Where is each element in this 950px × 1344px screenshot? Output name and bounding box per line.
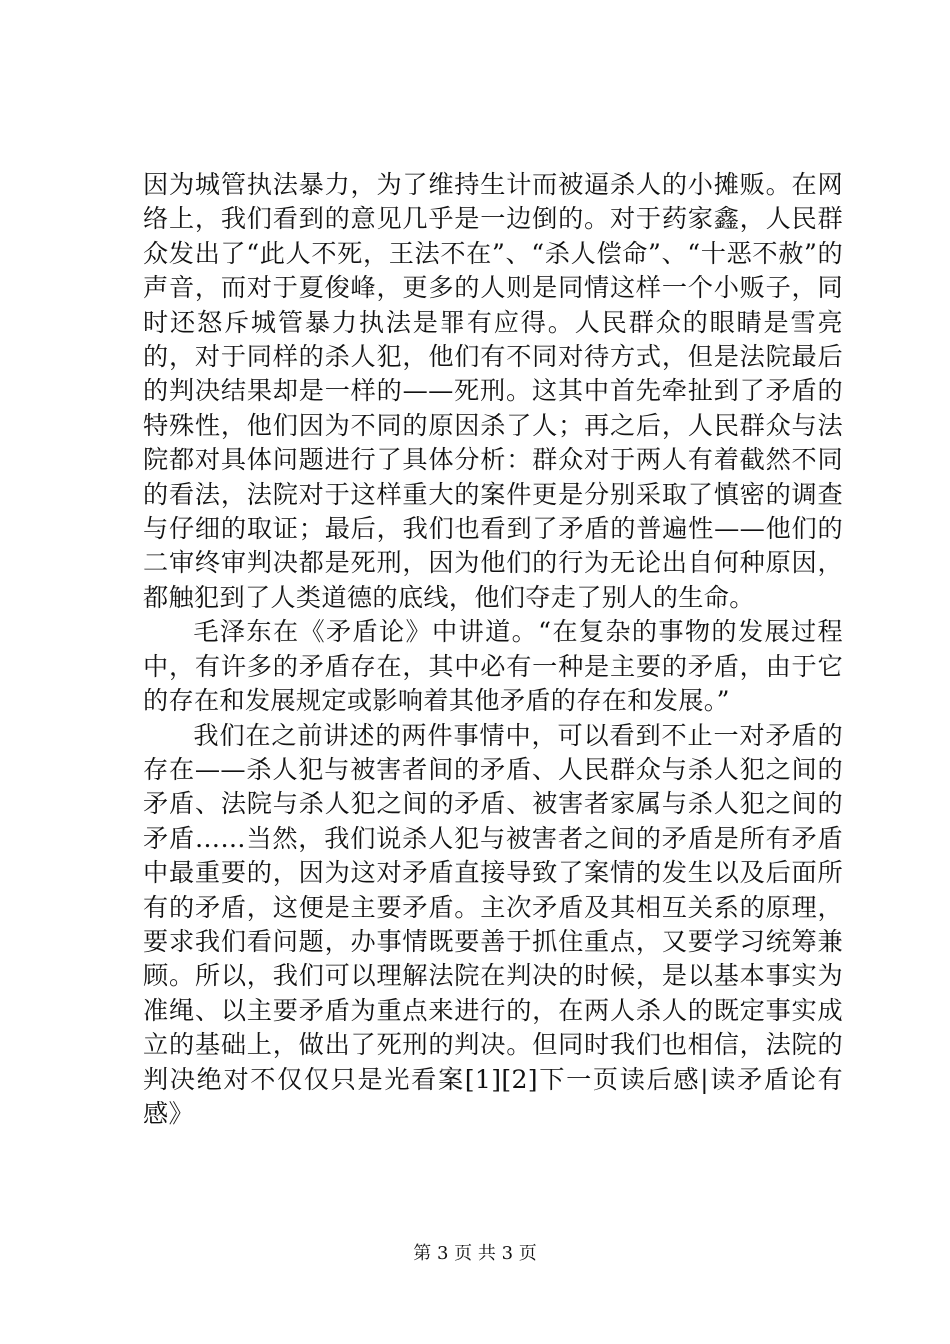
paragraph-3: 我们在之前讲述的两件事情中，可以看到不止一对矛盾的存在——杀人犯与被害者间的矛盾、人民群众与杀人犯之间的矛盾、法院与杀人犯之间的矛盾、被害者家属与杀人犯之间的矛盾……当然，我们说杀人犯与被害者之间的矛盾是所有矛盾中最重要的，因为这对矛盾直接导致了案情的发生以及后面所有的矛盾，这便是主要矛盾。主次矛盾及其相互关系的原理，要求我们看问题，办事情既要善于抓住重点，又要学习统筹兼顾。所以，我们可以理解法院在判决的时候，是以基本事实为准绳、以主要矛盾为重点来进行的，在两人杀人的既定事实成立的基础上，做出了死刑的判决。但同时我们也相信，法院的判决绝对不仅仅只是光看案[1][2]下一页读后感|读矛盾论有感》 [143,720,843,1128]
paragraph-2: 毛泽东在《矛盾论》中讲道。“在复杂的事物的发展过程中，有许多的矛盾存在，其中必有一种是主要的矛盾，由于它的存在和发展规定或影响着其他矛盾的存在和发展。” [143,617,843,716]
body-text [143,168,843,1131]
page-footer: 第 3 页 共 3 页 [413,1243,537,1264]
paragraph-1: 因为城管执法暴力，为了维持生计而被逼杀人的小摊贩。在网络上，我们看到的意见几乎是一边倒的。对于药家鑫，人民群众发出了“此人不死，王法不在”、“杀人偿命”、“十恶不赦”的声音，而对于夏俊峰，更多的人则是同情这样一个小贩子，同时还怒斥城管暴力执法是罪有应得。人民群众的眼睛是雪亮的，对于同样的杀人犯，他们有不同对待方式，但是法院最后的判决结果却是一样的——死刑。这其中首先牵扯到了矛盾的特殊性，他们因为不同的原因杀了人；再之后，人民群众与法院都对具体问题进行了具体分析：群众对于两人有着截然不同的看法，法院对于这样重大的案件更是分别采取了慎密的调查与仔细的取证；最后，我们也看到了矛盾的普遍性——他们的二审终审判决都是死刑，因为他们的行为无论出自何种原因，都触犯到了人类道德的底线，他们夺走了别人的生命。 [143,170,843,612]
